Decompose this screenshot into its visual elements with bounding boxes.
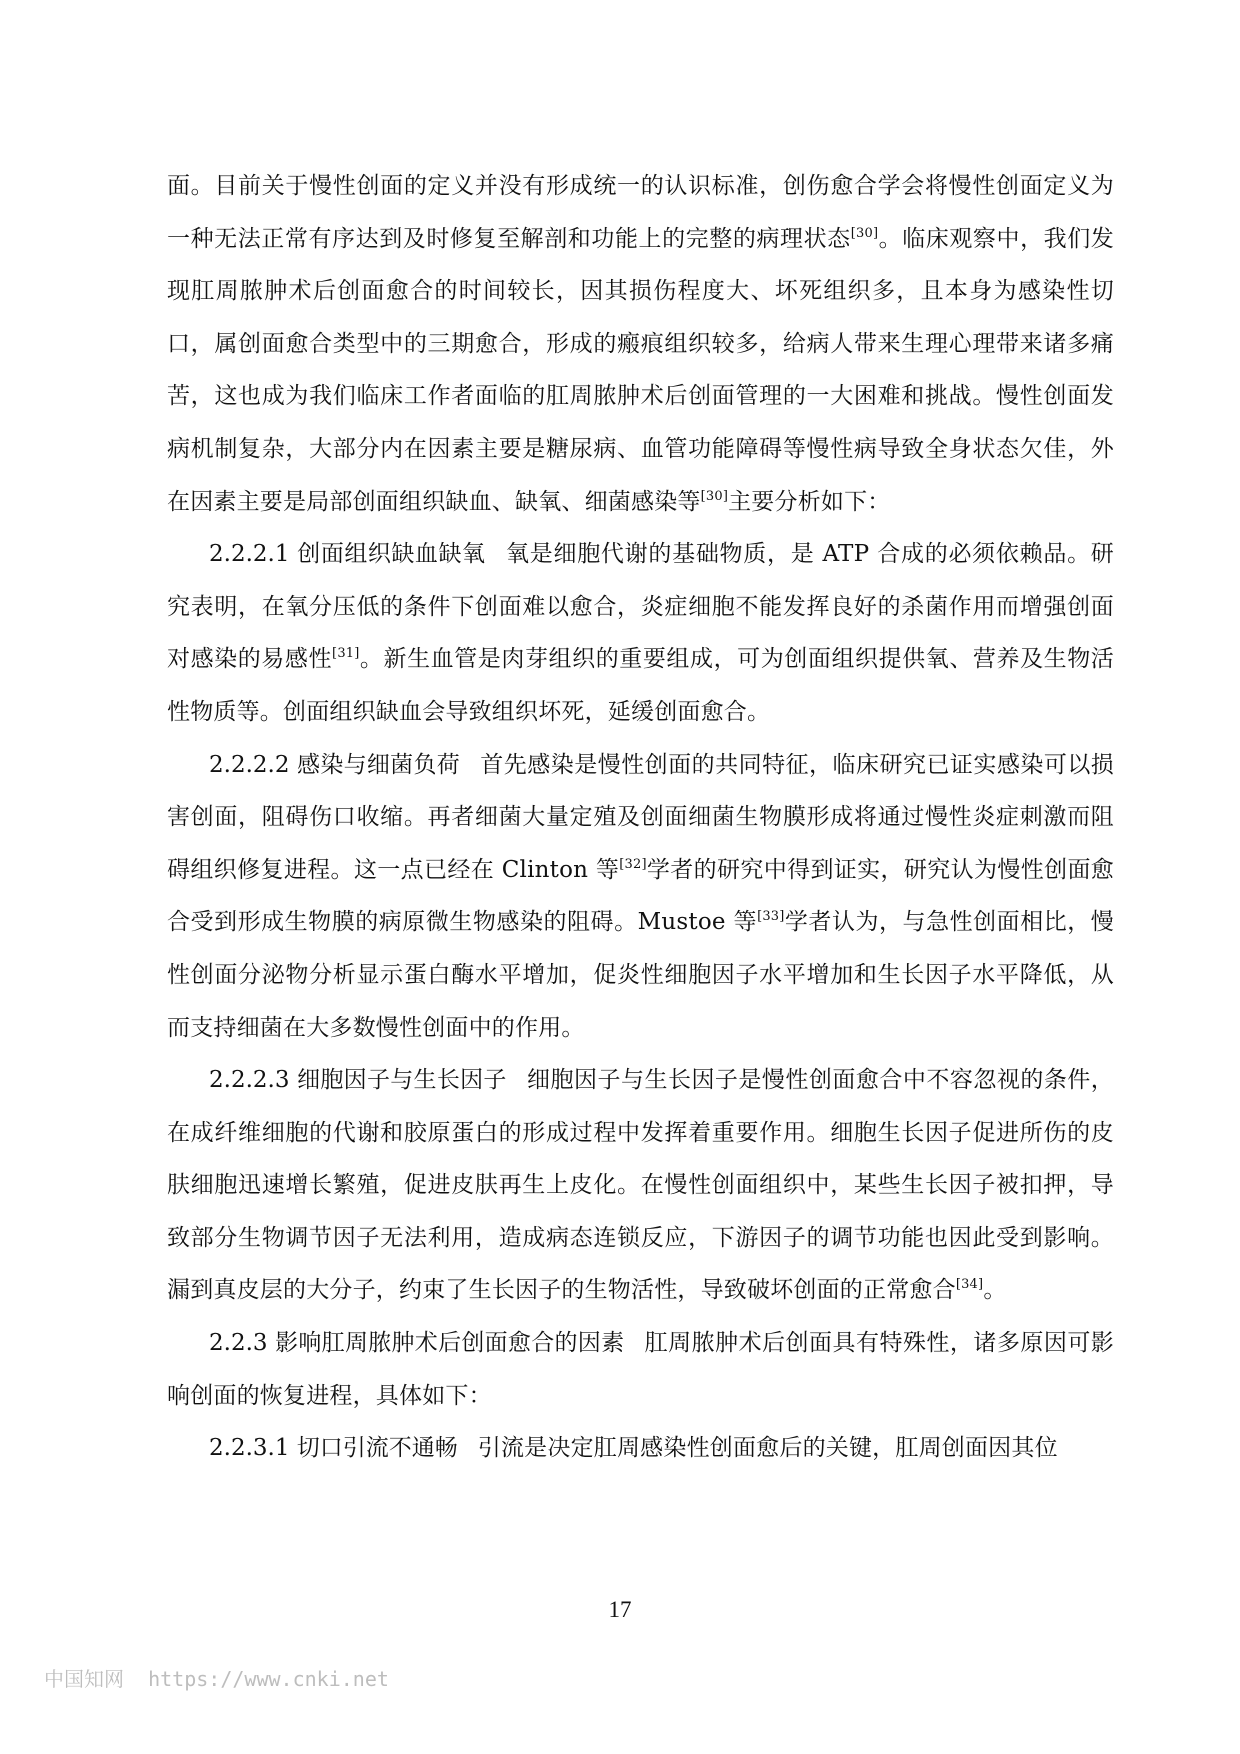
paragraph-text: 氧是细胞代谢的基础物质，是 ATP 合成的必须依赖品。研究表明，在氧分压低的条件下创面难以愈合，炎症细胞不能发挥良好的杀菌作用而增强创面对感染的易感性 (167, 541, 1114, 673)
paragraph-text: 细胞因子与生长因子是慢性创面愈合中不容忽视的条件，在成纤维细胞的代谢和胶原蛋白的形成过程中发挥着重要作用。细胞生长因子促进所伤的皮肤细胞迅速增长繁殖，促进皮肤再生上皮化。在慢性创面组织中，某些生长因子被扣押，导致部分生物调节因子无法利用，造成病态连锁反应，下游因子的调节功能也因此受到影响。漏到真皮层的大分子，约束了生长因子的生物活性，导致破坏创面的正常愈合 (167, 1067, 1115, 1304)
paragraph-text: 学者的研究中得到证实，研究认为慢性创面愈合受到形成生物膜的病原微生物感染的阻碍。Mustoe 等 (167, 856, 1115, 936)
section-heading: 2.2.3 影响肛周脓肿术后创面愈合的因素 (209, 1330, 625, 1357)
section-heading: 2.2.2.2 感染与细菌负荷 (209, 751, 461, 778)
paragraph-text: 引流是决定肛周感染性创面愈后的关键，肛周创面因其位 (477, 1435, 1058, 1462)
paragraph-text: 学者认为，与急性创面相比，慢性创面分泌物分析显示蛋白酶水平增加，促炎性细胞因子水平增加和生长因子水平降低，从而支持细菌在大多数慢性创面中的作用。 (167, 909, 1114, 1041)
citation-ref: [30] (850, 225, 879, 241)
cnki-watermark: 中国知网 https://www.cnki.net (44, 1667, 389, 1691)
paragraph-infection-bacterial-load (167, 739, 1114, 1055)
paragraph-text: 。临床观察中，我们发现肛周脓肿术后创面愈合的时间较长，因其损伤程度大、坏死组织多，且本身为感染性切口，属创面愈合类型中的三期愈合，形成的瘢痕组织较多，给病人带来生理心理带来诸多痛苦，这也成为我们临床工作者面临的肛周脓肿术后创面管理的一大困难和挑战。慢性创面发病机制复杂，大部分内在因素主要是糖尿病、血管功能障碍等慢性病导致全身状态欠佳，外在因素主要是局部创面组织缺血、缺氧、细菌感染等 (167, 225, 1115, 515)
page-number: 17 (608, 1597, 632, 1622)
citation-ref: [32] (619, 856, 647, 872)
paragraph-text: 主要分析如下： (728, 488, 891, 515)
citation-ref: [31] (332, 646, 360, 662)
section-heading: 2.2.2.3 细胞因子与生长因子 (209, 1067, 507, 1094)
paragraph-text: 首先感染是慢性创面的共同特征，临床研究已证实感染可以损害创面，阻碍伤口收缩。再者细菌大量定殖及创面细菌生物膜形成将通过慢性炎症刺激而阻碍组织修复进程。这一点已经在 Clinton 等 (167, 751, 1115, 883)
paragraph-drainage (167, 1422, 1114, 1475)
paragraph-text: 面。目前关于慢性创面的定义并没有形成统一的认识标准，创伤愈合学会将慢性创面定义为一种无法正常有序达到及时修复至解剖和功能上的完整的病理状态 (167, 173, 1114, 252)
paragraph-cytokines-growth-factors (167, 1054, 1114, 1317)
citation-ref: [33] (757, 909, 785, 925)
page-body (167, 160, 1114, 1475)
paragraph-text: 。 (983, 1277, 1007, 1304)
paragraph-healing-factors (167, 1317, 1114, 1422)
section-heading: 2.2.3.1 切口引流不通畅 (209, 1435, 458, 1462)
section-heading: 2.2.2.1 创面组织缺血缺氧 (209, 541, 486, 568)
citation-ref: [34] (955, 1277, 984, 1293)
paragraph-text: 肛周脓肿术后创面具有特殊性，诸多原因可影响创面的恢复进程，具体如下： (167, 1330, 1115, 1409)
paragraph-text: 。新生血管是肉芽组织的重要组成，可为创面组织提供氧、营养及生物活性物质等。创面组织缺血会导致组织坏死，延缓创面愈合。 (167, 646, 1114, 725)
paragraph-chronic-wound-definition (167, 160, 1114, 528)
paragraph-ischemia-hypoxia (167, 528, 1114, 738)
citation-ref: [30] (700, 488, 729, 504)
